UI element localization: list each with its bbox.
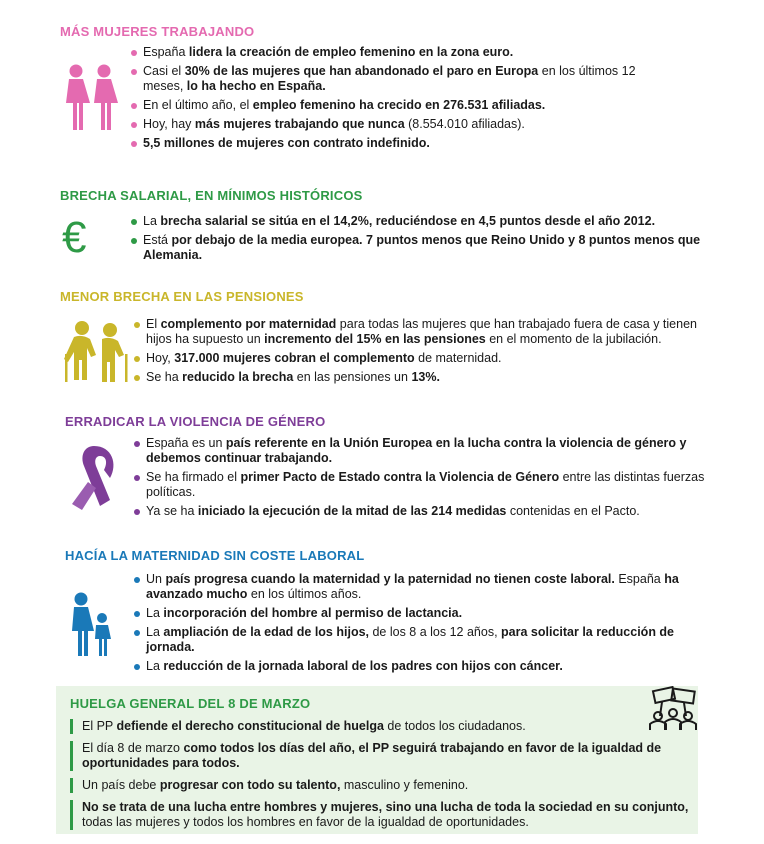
bullet-icon (134, 577, 140, 583)
text: El día 8 de marzo (82, 741, 184, 755)
text: España es un (146, 436, 226, 450)
text: El (146, 317, 161, 331)
bullet-icon (131, 219, 137, 225)
bullet-icon (134, 509, 140, 515)
text: contenidas en el Pacto. (506, 504, 640, 518)
huelga-box (56, 686, 698, 834)
bold-text: 30% de las mujeres que han abandonado el paro en Europa (184, 64, 539, 78)
section-title: MÁS MUJERES TRABAJANDO (60, 24, 255, 39)
bullet-bar-icon (70, 719, 73, 734)
list-item (133, 470, 723, 500)
women-icon (62, 64, 118, 132)
bold-text: 317.000 mujeres cobran el complemento (174, 351, 415, 365)
text: España (614, 572, 665, 586)
text: La (146, 625, 164, 639)
text: en los últimos años. (247, 587, 362, 601)
bullet-bar-icon (70, 778, 73, 793)
bold-text: país progresa cuando la maternidad y la paternidad no tienen coste laboral. (165, 572, 615, 586)
list-item (130, 214, 730, 229)
bold-text: brecha salarial se sitúa en el 14,2%, reduciéndose en 4,5 puntos desde el año 2012. (160, 214, 656, 228)
bullet-icon (134, 441, 140, 447)
bullet-icon (131, 122, 137, 128)
bullet-icon (134, 475, 140, 481)
list-item (130, 98, 650, 113)
elderly-couple-icon (62, 320, 132, 382)
bold-text: ha avanzado mucho (146, 572, 679, 601)
bullet-icon (131, 141, 137, 147)
text: (8.554.010 afiliadas). (404, 117, 525, 131)
list-item (130, 117, 650, 132)
bold-text: No se trata de una lucha entre hombres y mujeres, sino una lucha de toda la sociedad en su conjunto, (82, 800, 689, 814)
bold-text: 13%. (411, 370, 440, 384)
list-item (130, 136, 650, 151)
bullet-icon (134, 375, 140, 381)
section-title: HACÍA LA MATERNIDAD SIN COSTE LABORAL (65, 548, 365, 563)
list-item (70, 800, 690, 830)
list-item (133, 317, 723, 347)
text: en las pensiones un (293, 370, 412, 384)
bold-text: primer Pacto de Estado contra la Violencia de Género (240, 470, 560, 484)
bullet-icon (131, 238, 137, 244)
bullet-icon (134, 630, 140, 636)
bold-text: reducido la brecha (182, 370, 294, 384)
ribbon-icon (68, 442, 120, 512)
bullet-icon (131, 103, 137, 109)
bold-text: como todos los días del año, el PP seguirá trabajando en favor de la igualdad de oportunidades para todos. (82, 741, 662, 770)
text: de los 8 a los 12 años, (369, 625, 502, 639)
list-item (70, 741, 690, 771)
bold-text: 5,5 millones de mujeres con contrato indefinido. (143, 136, 430, 150)
bold-text: incorporación del hombre al permiso de lactancia. (163, 606, 463, 620)
section-title: ERRADICAR LA VIOLENCIA DE GÉNERO (65, 414, 326, 429)
text: de todos los ciudadanos. (383, 719, 526, 733)
bold-text: defiende el derecho constitucional de huelga (116, 719, 384, 733)
text: La (146, 659, 164, 673)
text: Se ha (146, 370, 183, 384)
bullet-icon (134, 322, 140, 328)
text: para todas las mujeres que han trabajado fuera de casa y tienen hijos ha supuesto un (146, 317, 697, 346)
bold-text: país referente en la Unión Europea en la lucha contra la violencia de género y debemos continuar trabajando. (146, 436, 687, 465)
list-item (133, 606, 723, 621)
bold-text: para solicitar la reducción de jornada. (146, 625, 675, 654)
text: En el último año, el (143, 98, 253, 112)
bullet-icon (131, 50, 137, 56)
bold-text: más mujeres trabajando que nunca (194, 117, 405, 131)
list-item (70, 778, 690, 793)
text: en los últimos 12 meses, (143, 64, 636, 93)
text: El PP (82, 719, 117, 733)
text: todas las mujeres y todos los hombres en favor de la igualdad de oportunidades. (82, 815, 529, 829)
bullet-list (133, 572, 723, 678)
list-item (133, 625, 723, 655)
section-title: BRECHA SALARIAL, EN MÍNIMOS HISTÓRICOS (60, 188, 363, 203)
text: España (143, 45, 189, 59)
text: La (146, 606, 164, 620)
text: Está (143, 233, 172, 247)
bullet-bar-icon (70, 800, 73, 830)
list-item (133, 370, 723, 385)
bullet-icon (134, 664, 140, 670)
bullet-icon (131, 69, 137, 75)
list-item (70, 719, 690, 734)
bold-text: por debajo de la media europea. 7 puntos menos que Reino Unido y 8 puntos menos que Alemania. (143, 233, 701, 262)
text: Hoy, hay (143, 117, 195, 131)
bold-text: empleo femenino ha crecido en 276.531 afiliadas. (252, 98, 546, 112)
list-item (133, 504, 723, 519)
text: Ya se ha (146, 504, 198, 518)
bullet-icon (134, 356, 140, 362)
mother-child-icon (68, 592, 112, 656)
list-item (133, 659, 723, 674)
text: Se ha firmado el (146, 470, 241, 484)
bullet-list (133, 317, 723, 389)
svg-text:€: € (62, 214, 87, 260)
text: Un (146, 572, 166, 586)
bold-text: incremento del 15% en las pensiones (264, 332, 486, 346)
text: en el momento de la jubilación. (485, 332, 662, 346)
huelga-list (70, 719, 690, 837)
section-title: MENOR BRECHA EN LAS PENSIONES (60, 289, 304, 304)
text: Casi el (143, 64, 185, 78)
list-item (130, 64, 650, 94)
bold-text: progresar con todo su talento, (159, 778, 341, 792)
text: de maternidad. (414, 351, 502, 365)
bold-text: complemento por maternidad (160, 317, 337, 331)
euro-icon (60, 214, 106, 260)
text: entre las distintas fuerzas políticas. (146, 470, 705, 499)
list-item (133, 351, 723, 366)
text: Hoy, (146, 351, 175, 365)
bullet-list (130, 45, 650, 155)
list-item (133, 572, 723, 602)
section-title: HUELGA GENERAL DEL 8 DE MARZO (70, 696, 311, 711)
bullet-bar-icon (70, 741, 73, 771)
list-item (133, 436, 723, 466)
bold-text: reducción de la jornada laboral de los padres con hijos con cáncer. (163, 659, 563, 673)
text: masculino y femenino. (340, 778, 469, 792)
list-item (130, 45, 650, 60)
bullet-icon (134, 611, 140, 617)
bold-text: lidera la creación de empleo femenino en la zona euro. (188, 45, 514, 59)
bold-text: lo ha hecho en España. (186, 79, 326, 93)
list-item (130, 233, 730, 263)
bullet-list (130, 214, 730, 267)
text: Un país debe (82, 778, 160, 792)
bold-text: ampliación de la edad de los hijos, (163, 625, 369, 639)
bullet-list (133, 436, 723, 523)
text: La (143, 214, 161, 228)
bold-text: iniciado la ejecución de la mitad de las 214 medidas (197, 504, 507, 518)
